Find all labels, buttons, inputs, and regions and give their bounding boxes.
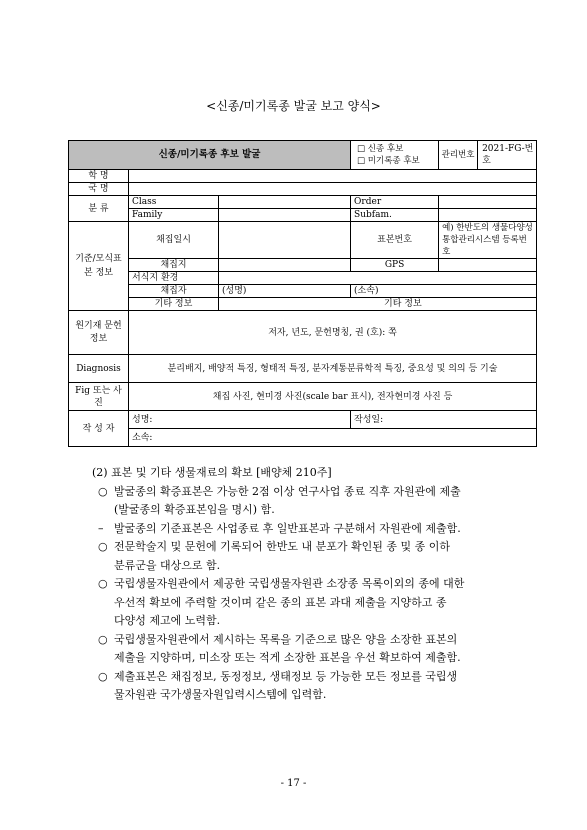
new-species-checkbox[interactable]: □ 신종 후보 bbox=[357, 144, 404, 154]
class-field[interactable] bbox=[219, 196, 351, 209]
list-item-continuation: (발굴종의 확증표본임을 명시) 함. bbox=[114, 503, 275, 516]
list-item bbox=[92, 538, 542, 557]
list-item-continuation: 제출을 지양하며, 미소장 또는 적게 소장한 표본을 우선 확보하여 제출함. bbox=[114, 651, 461, 664]
form-header: 신종/미기록종 후보 발굴 bbox=[69, 141, 351, 170]
gps-field[interactable] bbox=[439, 259, 537, 272]
figure-label: Fig 또는 사진 bbox=[69, 383, 129, 411]
body-text bbox=[92, 464, 542, 705]
original-reference-label: 원기재 문헌 정보 bbox=[69, 311, 129, 355]
specimen-info-label: 기준/모식표본 정보 bbox=[69, 222, 129, 311]
circle-bullet-icon: ○ bbox=[98, 632, 108, 646]
scientific-name-field[interactable] bbox=[129, 170, 537, 183]
korean-name-label: 국 명 bbox=[69, 183, 129, 196]
unrecorded-species-checkbox[interactable]: □ 미기록종 후보 bbox=[357, 156, 420, 166]
specimen-number-label: 표본번호 bbox=[351, 222, 439, 259]
list-item-text: 국립생물자원관에서 제시하는 목록을 기준으로 많은 양을 소장한 표본의 bbox=[114, 632, 458, 646]
dash-bullet-icon: – bbox=[98, 521, 104, 535]
collector-label: 채집자 bbox=[129, 285, 219, 298]
management-number-cell bbox=[439, 141, 537, 170]
list-item-text: 국립생물자원관에서 제공한 국립생물자원관 소장종 목록이외의 종에 대한 bbox=[114, 577, 465, 590]
list-item bbox=[92, 668, 542, 687]
other-info-label: 기타 정보 bbox=[129, 298, 219, 311]
list-item-text: 제출표본은 채집정보, 동정정보, 생태정보 등 가능한 모든 정보를 국립생 bbox=[114, 669, 458, 683]
collect-date-label: 채집일시 bbox=[129, 222, 219, 259]
diagnosis-field[interactable]: 분리배지, 배양적 특징, 형태적 특징, 분자계통분류학적 특징, 중요성 및 의의 등 기술 bbox=[129, 355, 537, 383]
scientific-name-label: 학 명 bbox=[69, 170, 129, 183]
author-affiliation-field[interactable]: 소속: bbox=[129, 429, 537, 447]
diagnosis-label: Diagnosis bbox=[69, 355, 129, 383]
list-item bbox=[92, 575, 542, 594]
list-item-text: 발굴종의 확증표본은 가능한 2점 이상 연구사업 종료 직후 자원관에 제출 bbox=[114, 484, 461, 498]
circle-bullet-icon: ○ bbox=[98, 577, 108, 590]
list-item-text: 전문학술지 및 문헌에 기록되어 한반도 내 분포가 확인된 종 및 종 이하 bbox=[114, 540, 450, 553]
list-item-continuation: 다양성 제고에 노력함. bbox=[114, 614, 221, 627]
circle-bullet-icon: ○ bbox=[98, 484, 108, 498]
list-item-continuation: 분류군을 대상으로 함. bbox=[114, 558, 221, 572]
korean-name-field[interactable] bbox=[129, 183, 537, 196]
circle-bullet-icon: ○ bbox=[98, 669, 108, 683]
collect-site-field[interactable] bbox=[219, 259, 351, 272]
list-item bbox=[92, 483, 542, 502]
list-item bbox=[92, 631, 542, 650]
subfamily-label: Subfam. bbox=[351, 209, 439, 222]
list-item-text: 발굴종의 기준표본은 사업종료 후 일반표본과 구분해서 자원관에 제출함. bbox=[114, 521, 461, 535]
order-field[interactable] bbox=[439, 196, 537, 209]
page-number: - 17 - bbox=[280, 778, 307, 789]
figure-field[interactable]: 채집 사진, 현미경 사진(scale bar 표시), 전자현미경 사진 등 bbox=[129, 383, 537, 411]
collect-site-label: 채집지 bbox=[129, 259, 219, 272]
habitat-field[interactable] bbox=[219, 272, 537, 285]
management-number-label: 관리번호 bbox=[439, 141, 478, 169]
specimen-number-example: 예) 한반도의 생물다양성 통합관리시스템 등록번호 bbox=[439, 222, 537, 259]
collect-date-field[interactable] bbox=[219, 222, 351, 259]
author-label: 작 성 자 bbox=[69, 411, 129, 447]
other-info-field[interactable]: 기타 정보 bbox=[219, 298, 537, 311]
original-reference-field[interactable]: 저자, 년도, 문헌명칭, 권 (호): 쪽 bbox=[129, 311, 537, 355]
author-date-field[interactable]: 작성일: bbox=[351, 411, 537, 429]
list-item-continuation: 우선적 확보에 주력할 것이며 같은 종의 표본 과대 제출을 지양하고 종 bbox=[114, 595, 447, 609]
family-label: Family bbox=[129, 209, 219, 222]
collector-name-field[interactable]: (성명) bbox=[219, 285, 351, 298]
section-heading: (2) 표본 및 기타 생물재료의 확보 [배양체 210주] bbox=[92, 466, 332, 479]
circle-bullet-icon: ○ bbox=[98, 540, 108, 553]
habitat-label: 서식지 환경 bbox=[129, 272, 219, 285]
order-label: Order bbox=[351, 196, 439, 209]
subfamily-field[interactable] bbox=[439, 209, 537, 222]
list-item bbox=[92, 520, 542, 539]
candidate-checkboxes[interactable] bbox=[351, 141, 439, 170]
collector-affiliation-field[interactable]: (소속) bbox=[351, 285, 537, 298]
report-form-table bbox=[68, 140, 537, 447]
classification-label: 분 류 bbox=[69, 196, 129, 222]
class-label: Class bbox=[129, 196, 219, 209]
gps-label: GPS bbox=[351, 259, 439, 272]
author-name-field[interactable]: 성명: bbox=[129, 411, 351, 429]
management-number-value: 2021-FG-번호 bbox=[482, 144, 534, 166]
page-title: <신종/미기록종 발굴 보고 양식> bbox=[206, 99, 381, 113]
family-field[interactable] bbox=[219, 209, 351, 222]
list-item-continuation: 물자원관 국가생물자원입력시스템에 입력함. bbox=[114, 688, 327, 701]
